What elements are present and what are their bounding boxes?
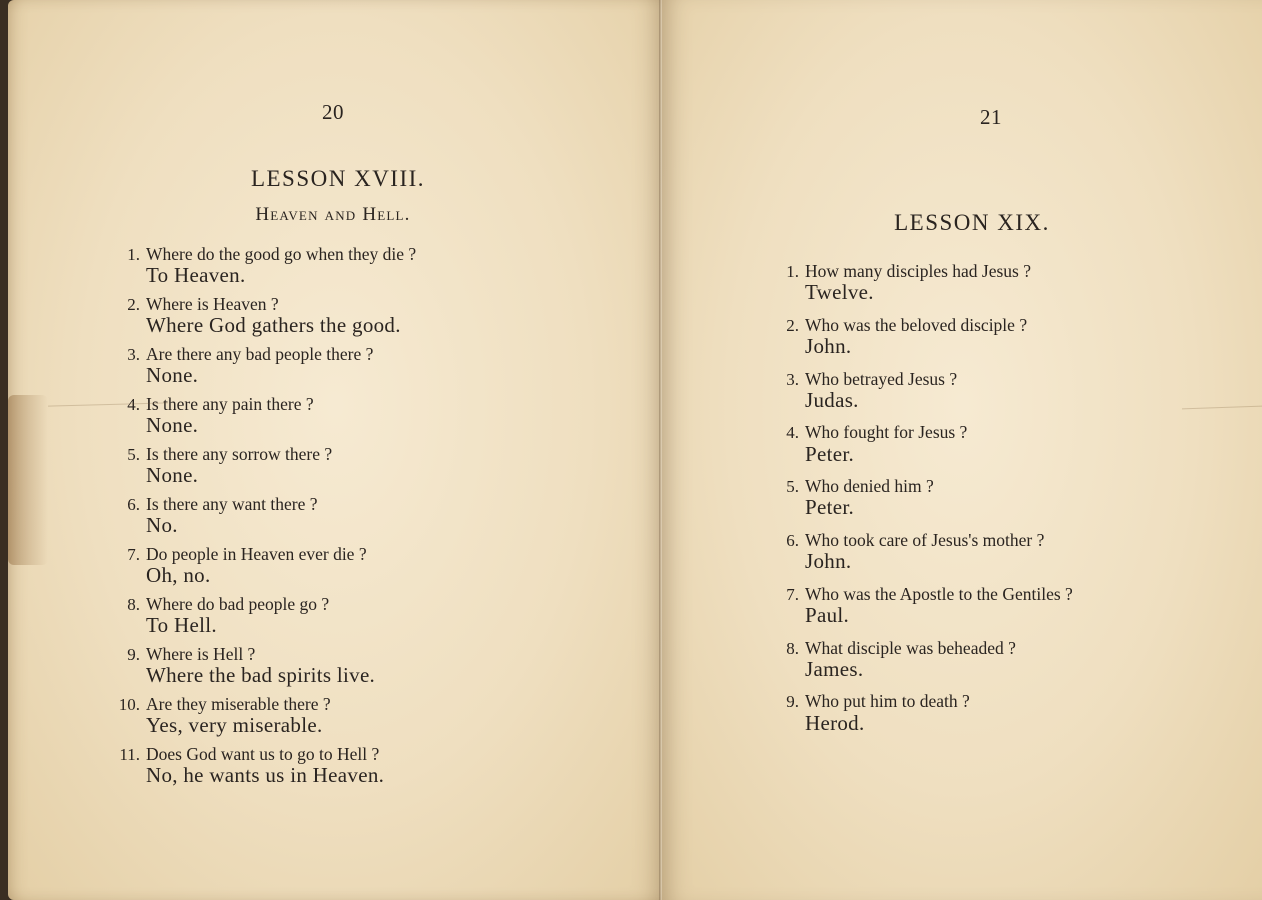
item-number: 7. bbox=[786, 584, 799, 604]
item-number: 9. bbox=[786, 692, 799, 712]
answer-text: John. bbox=[805, 333, 852, 358]
answer-text: Peter. bbox=[805, 441, 855, 466]
item-number: 7. bbox=[127, 545, 140, 564]
list-item bbox=[119, 744, 626, 794]
list-item bbox=[786, 476, 1245, 530]
answer-text: Herod. bbox=[805, 710, 865, 735]
question-text: Is there any sorrow there ? bbox=[146, 444, 333, 464]
question-text: Are they miserable there ? bbox=[146, 694, 331, 714]
item-number: 1. bbox=[786, 262, 799, 281]
item-number: 3. bbox=[786, 369, 799, 389]
list-item bbox=[127, 544, 626, 594]
question-text: Who fought for Jesus ? bbox=[805, 422, 968, 443]
item-number: 9. bbox=[127, 645, 140, 664]
question-text: Where do bad people go ? bbox=[146, 594, 330, 614]
answer-text: None. bbox=[146, 463, 199, 488]
item-number: 5. bbox=[127, 445, 140, 464]
question-text: Is there any pain there ? bbox=[146, 394, 314, 414]
list-item bbox=[127, 394, 626, 444]
list-item bbox=[786, 529, 1245, 584]
list-item bbox=[118, 694, 626, 744]
question-text: Who betrayed Jesus ? bbox=[805, 368, 958, 389]
item-number: 4. bbox=[786, 423, 799, 443]
qa-list-left bbox=[118, 244, 626, 794]
answer-text: None. bbox=[146, 363, 199, 388]
list-item bbox=[786, 314, 1245, 369]
answer-text: James. bbox=[805, 656, 864, 681]
item-number: 6. bbox=[786, 530, 799, 550]
lesson-subtitle-left: Heaven and Hell. bbox=[255, 204, 411, 225]
list-item bbox=[127, 644, 626, 694]
page-edge-wear bbox=[8, 395, 48, 565]
answer-text: John. bbox=[805, 549, 852, 574]
right-page bbox=[662, 0, 1262, 900]
question-text: Who took care of Jesus's mother ? bbox=[805, 529, 1045, 550]
item-number: 2. bbox=[786, 315, 799, 335]
list-item bbox=[127, 594, 626, 644]
item-number: 3. bbox=[127, 345, 140, 364]
item-number: 8. bbox=[127, 595, 140, 614]
qa-list-right bbox=[786, 261, 1245, 745]
answer-text: Where the bad spirits live. bbox=[146, 663, 376, 688]
question-text: Who was the Apostle to the Gentiles ? bbox=[805, 583, 1073, 604]
question-text: How many disciples had Jesus ? bbox=[805, 261, 1032, 281]
question-text: Who put him to death ? bbox=[805, 691, 970, 712]
question-text: Who was the beloved disciple ? bbox=[805, 314, 1028, 335]
item-number: 6. bbox=[127, 495, 140, 514]
list-item bbox=[127, 344, 626, 394]
question-text: Where is Hell ? bbox=[146, 644, 256, 664]
list-item bbox=[786, 583, 1245, 638]
list-item bbox=[127, 294, 626, 344]
question-text: Where do the good go when they die ? bbox=[146, 244, 417, 264]
item-number: 11. bbox=[119, 745, 140, 764]
list-item bbox=[786, 422, 1245, 476]
answer-text: No. bbox=[146, 513, 178, 538]
lesson-title-left: LESSON XVIII. bbox=[250, 166, 426, 191]
list-item bbox=[786, 637, 1245, 692]
answer-text: Judas. bbox=[805, 387, 859, 412]
page-number-left: 20 bbox=[322, 100, 344, 124]
lesson-title-right: LESSON XIX. bbox=[894, 210, 1050, 235]
answer-text: No, he wants us in Heaven. bbox=[146, 763, 385, 788]
item-number: 10. bbox=[118, 695, 140, 714]
item-number: 5. bbox=[786, 477, 799, 497]
list-item bbox=[786, 368, 1245, 423]
left-page bbox=[8, 0, 662, 900]
answer-text: To Heaven. bbox=[146, 263, 246, 288]
item-number: 4. bbox=[127, 395, 140, 414]
answer-text: None. bbox=[146, 413, 199, 438]
answer-text: Oh, no. bbox=[146, 563, 211, 588]
list-item bbox=[127, 494, 626, 544]
answer-text: Paul. bbox=[805, 602, 850, 627]
question-text: Where is Heaven ? bbox=[146, 294, 279, 314]
question-text: Who denied him ? bbox=[805, 476, 934, 497]
list-item bbox=[786, 261, 1245, 315]
item-number: 2. bbox=[127, 295, 140, 314]
question-text: What disciple was beheaded ? bbox=[805, 637, 1016, 658]
question-text: Are there any bad people there ? bbox=[146, 344, 374, 364]
page-number-right: 21 bbox=[980, 105, 1002, 129]
list-item bbox=[127, 444, 626, 494]
answer-text: To Hell. bbox=[146, 613, 217, 638]
item-number: 1. bbox=[127, 245, 140, 264]
list-item bbox=[786, 691, 1245, 745]
question-text: Is there any want there ? bbox=[146, 494, 318, 514]
question-text: Do people in Heaven ever die ? bbox=[146, 544, 367, 564]
list-item bbox=[127, 244, 626, 294]
item-number: 8. bbox=[786, 638, 799, 658]
answer-text: Peter. bbox=[805, 495, 855, 520]
answer-text: Where God gathers the good. bbox=[146, 313, 401, 338]
answer-text: Yes, very miserable. bbox=[146, 713, 323, 738]
question-text: Does God want us to go to Hell ? bbox=[146, 744, 380, 764]
answer-text: Twelve. bbox=[805, 280, 874, 305]
